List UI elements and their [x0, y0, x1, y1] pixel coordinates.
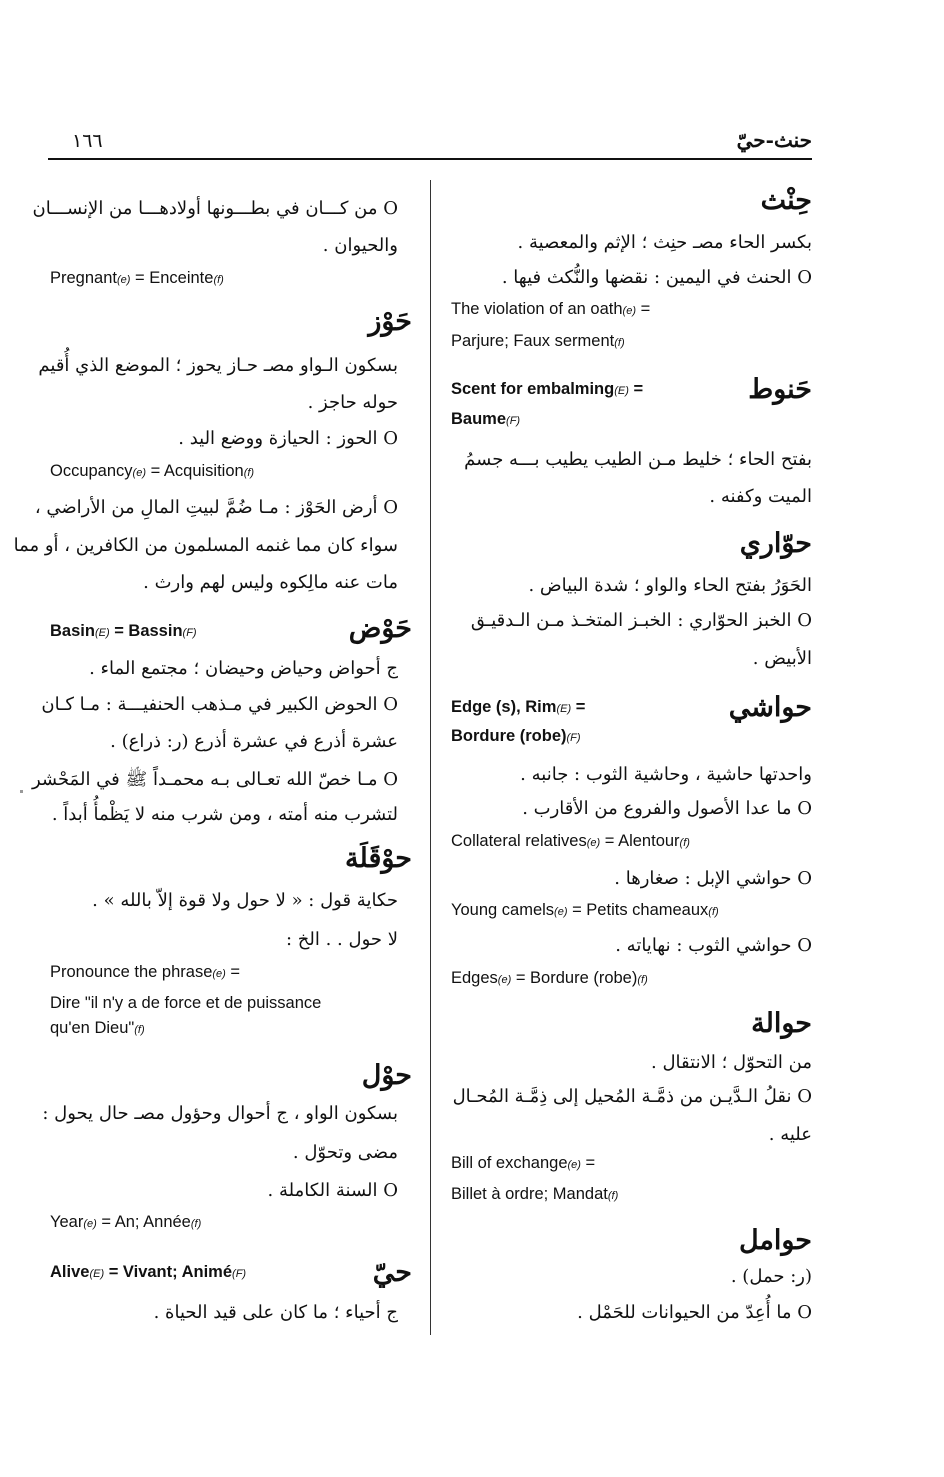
right-column-headword: حوّاري: [739, 528, 812, 559]
left-column-arabic-line: O من كـــان في بطـــونها أولادهـــا من الإنســـان: [32, 198, 398, 219]
left-column-arabic-line: ج أحياء ؛ ما كان على قيد الحياة .: [153, 1302, 398, 1323]
right-column-headword: حَنوط: [748, 374, 812, 405]
margin-dot: [20, 790, 23, 793]
right-column-arabic-line: واحدتها حاشية ، وحاشية الثوب : جانبه .: [520, 764, 812, 785]
right-column-headword: حواشي: [728, 692, 812, 723]
left-column-translation-line: Year(e) = An; Année(f): [50, 1213, 202, 1231]
left-column-translation-line: Dire "il n'y a de force et de puissance: [50, 994, 322, 1012]
right-column-arabic-line: بفتح الحاء ؛ خليط مـن الطيب يطيب بـــه جسمُ: [464, 449, 812, 470]
left-column-headword: حوْقَلَة: [345, 843, 412, 874]
page-header: [48, 128, 812, 160]
right-column-arabic-line: O حواشي الثوب : نهاياته .: [615, 935, 812, 956]
left-column-arabic-line: O الحوز : الحيازة ووضع اليد .: [178, 428, 398, 449]
right-column-translation-line: Collateral relatives(e) = Alentour(f): [451, 832, 690, 850]
left-column-translation-bold: Basin(E) = Bassin(F): [50, 622, 197, 640]
right-column-translation-bold: Scent for embalming(E) =: [451, 380, 644, 398]
right-column-arabic-line: بكسر الحاء مصـ حنِث ؛ الإثم والمعصية .: [517, 232, 812, 253]
left-column-arabic-line: بسكون الـواو مصـ حـاز يحوز ؛ الموضع الذي أُقيم: [38, 355, 398, 376]
left-column-translation-bold: Alive(E) = Vivant; Animé(F): [50, 1263, 247, 1281]
left-column-arabic-line: O أرض الحَوْز : مـا ضُمَّ لبيتِ المالِ من الأراضي ،: [34, 497, 398, 518]
left-column-arabic-line: ج أحواض وحياض وحيضان ؛ مجتمع الماء .: [89, 658, 398, 679]
left-column-arabic-line: حكاية قول : « لا حول ولا قوة إلاّ بالله » .: [92, 890, 398, 911]
right-column-headword: حِنْث: [760, 185, 812, 216]
left-column-arabic-line: O السنة الكاملة .: [267, 1180, 398, 1201]
right-column-arabic-line: O الحنث في اليمين : نقضها والنُّكث فيها .: [501, 267, 812, 288]
right-column-translation-line: The violation of an oath(e) =: [451, 300, 651, 318]
column-divider: [430, 180, 431, 1335]
left-column-arabic-line: حوله حاجز .: [307, 392, 398, 413]
left-column-arabic-line: بسكون الواو ، ج أحوال وحؤول مصـ حال يحول :: [42, 1103, 398, 1124]
left-column-arabic-line: مات عنه مالِكوه وليس لهم وارث .: [143, 572, 398, 593]
right-column-translation-bold: Baume(F): [451, 410, 521, 428]
left-column-translation-line: Pregnant(e) = Enceinte(f): [50, 269, 224, 287]
running-head: حنث-حيّ: [736, 128, 812, 152]
right-column-translation-line: Edges(e) = Bordure (robe)(f): [451, 969, 648, 987]
left-column-arabic-line: عشرة أذرع في عشرة أذرع (ر: ذراع) .: [110, 731, 398, 752]
left-column-headword: حَوْض: [348, 613, 412, 644]
right-column-arabic-line: O ما أُعِدّ من الحيوانات للحَمْل .: [577, 1302, 812, 1323]
right-column-translation-line: Young camels(e) = Petits chameaux(f): [451, 901, 719, 919]
left-column-translation-line: qu'en Dieu"(f): [50, 1019, 145, 1037]
left-column-arabic-line: مضى وتحوّل .: [292, 1142, 398, 1163]
page-number: ١٦٦: [72, 130, 103, 152]
right-column-arabic-line: O ما عدا الأصول والفروع من الأقارب .: [522, 798, 812, 819]
left-column-headword: حوْل: [361, 1060, 412, 1091]
right-column-headword: حوالة: [751, 1008, 812, 1039]
right-column-translation-line: Billet à ordre; Mandat(f): [451, 1185, 619, 1203]
left-column-headword: حيّ: [372, 1257, 412, 1288]
right-column-arabic-line: الحَوَرُ بفتح الحاء والواو ؛ شدة البياض .: [528, 575, 812, 596]
right-column-arabic-line: (ر: حمل) .: [730, 1266, 812, 1287]
left-column-headword: حَوْز: [368, 306, 412, 337]
left-column-arabic-line: لا حول . . الخ :: [286, 929, 398, 950]
right-column-headword: حوامل: [738, 1225, 812, 1256]
left-column-arabic-line: O الحوض الكبير في مـذهب الحنفيـــة : مـا كـان: [41, 694, 398, 715]
left-column-translation-line: Occupancy(e) = Acquisition(f): [50, 462, 255, 480]
left-column-arabic-line: لتشرب منه أمته ، ومن شرب منه لا يَظْمأُ أبداً .: [51, 804, 398, 825]
left-column-arabic-line: والحيوان .: [322, 235, 398, 256]
right-column-arabic-line: O الخبز الحوّاري : الخبـز المتخـذ مـن الـدقيـق: [470, 610, 812, 631]
right-column-arabic-line: الميت وكفنه .: [709, 486, 812, 507]
right-column-translation-line: Bill of exchange(e) =: [451, 1154, 596, 1172]
left-column-translation-line: Pronounce the phrase(e) =: [50, 963, 241, 981]
left-column-arabic-line: O مـا خصّ الله تعـالى بـه محمـداً ﷺ في المَحْشر: [31, 769, 398, 790]
right-column-translation-line: Parjure; Faux serment(f): [451, 332, 625, 350]
right-column-translation-bold: Bordure (robe)(F): [451, 727, 581, 745]
right-column-arabic-line: عليه .: [768, 1124, 812, 1145]
left-column-arabic-line: سواء كان مما غنمه المسلمون من الكافرين ، أو مما: [13, 535, 398, 556]
right-column-arabic-line: من التحوّل ؛ الانتقال .: [651, 1052, 812, 1073]
right-column-translation-bold: Edge (s), Rim(E) =: [451, 698, 586, 716]
right-column-arabic-line: O حواشي الإبل : صغارها .: [614, 868, 812, 889]
right-column-arabic-line: O نقلُ الـدَّيـن من ذمَّـة المُحيل إلى ذِمَّـة المُحـال: [452, 1086, 812, 1107]
right-column-arabic-line: الأبيض .: [752, 648, 812, 669]
